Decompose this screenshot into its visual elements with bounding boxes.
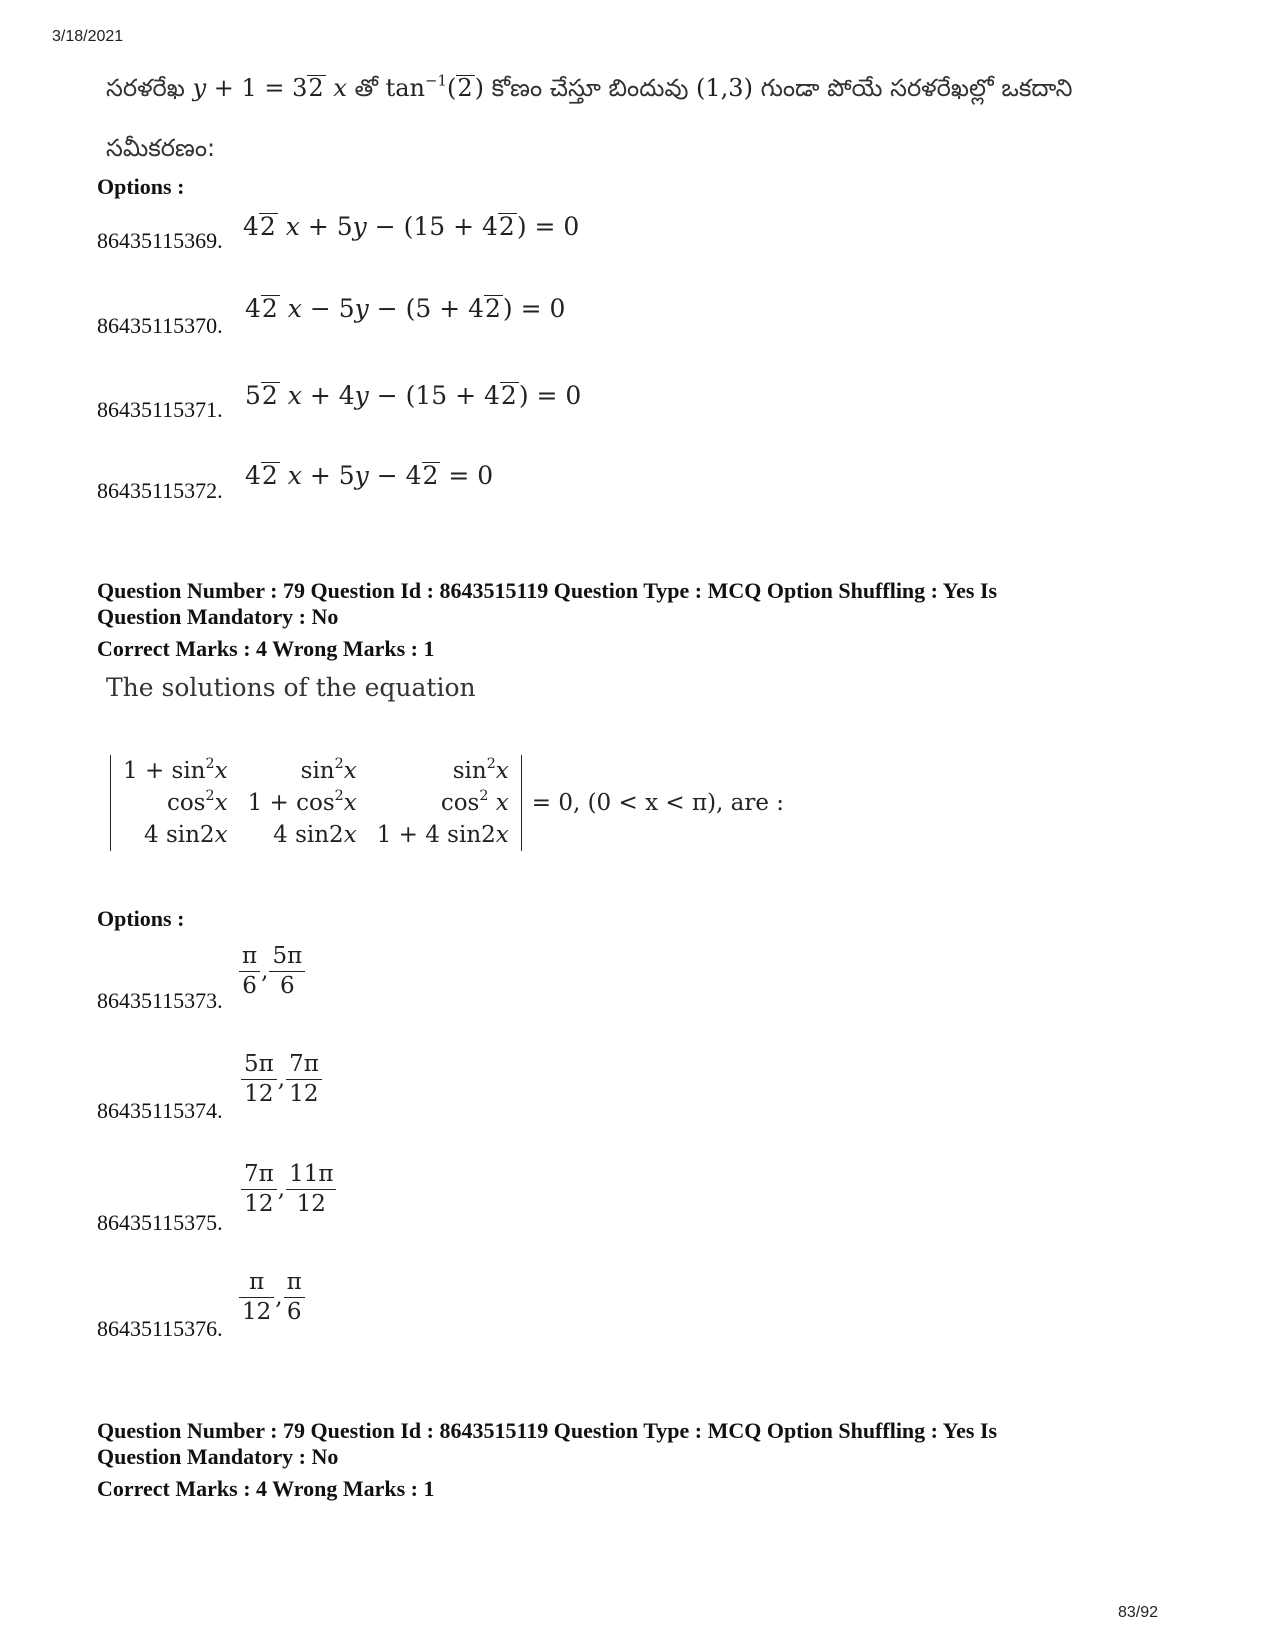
fraction-numerator: π: [284, 1270, 305, 1298]
stem-equation: y + 1 = 32 x: [192, 74, 347, 102]
determinant-condition: = 0, (0 < x < π), are :: [531, 790, 785, 816]
stem-angle: $\tan^{-1}(2)$: [385, 71, 484, 102]
matrix-cell: $\sin^2x$: [452, 756, 509, 784]
fraction-denominator: 6: [242, 973, 257, 1000]
question-stem-line2: సమీకరణం:: [106, 134, 216, 162]
option-expression: 52 x + 4y − (15 + 42) = 0: [245, 381, 582, 410]
stem-point: (1,3): [696, 74, 753, 102]
fraction-numerator: π: [239, 1270, 274, 1298]
matrix-cell: $1 + \sin^2x$: [123, 756, 228, 784]
fraction-numerator: 5π: [269, 944, 305, 972]
option-expression: 42 x + 5y − 42 = 0: [245, 461, 494, 490]
option-expression: $\frac{\pi}{6}$ , $\frac{5\pi}{6}$: [238, 944, 306, 1000]
matrix-cell: $\cos^2 x$: [440, 788, 509, 816]
option-id: 86435115372.: [97, 478, 223, 503]
options-label: Options :: [97, 906, 185, 931]
option-expression: 42 x − 5y − (5 + 42) = 0: [245, 294, 566, 323]
determinant-matrix: [110, 755, 522, 851]
option-id: 86435115369.: [97, 228, 223, 253]
option-expression: $\frac{\pi}{12}$ , $\frac{\pi}{6}$: [238, 1270, 306, 1326]
option-id: 86435115371.: [97, 397, 223, 422]
matrix-cell: $1 + \cos^2x$: [247, 788, 357, 816]
fraction-numerator: 7π: [241, 1162, 277, 1190]
question-mandatory: Question Mandatory : No: [97, 604, 339, 629]
option-id: 86435115370.: [97, 313, 223, 338]
fraction-denominator: 12: [242, 1299, 272, 1326]
print-date: 3/18/2021: [52, 28, 124, 45]
matrix-cell: $\cos^2x$: [166, 788, 228, 816]
fraction-numerator: 7π: [286, 1052, 322, 1080]
question-stem-line1: [106, 71, 1073, 108]
fraction-numerator: 5π: [241, 1052, 277, 1080]
fraction-denominator: 6: [279, 973, 295, 1000]
option-id: 86435115375.: [97, 1210, 223, 1235]
fraction-denominator: 6: [286, 1299, 302, 1326]
question-meta: Question Number : 79 Question Id : 8643515119 Question Type : MCQ Option Shuffling : Yes Is: [97, 578, 998, 603]
question-mandatory: Question Mandatory : No: [97, 1444, 339, 1469]
options-label: Options :: [97, 174, 185, 199]
matrix-cell: 4 sin2x: [144, 822, 228, 848]
fraction-numerator: π: [239, 944, 260, 972]
option-expression: 42 x + 5y − (15 + 42) = 0: [243, 212, 580, 241]
stem-text: సరళరేఖ: [106, 74, 185, 102]
determinant-equation: [110, 755, 784, 851]
stem-text: కోణం చేస్తూ బిందువు: [491, 74, 689, 102]
option-id: 86435115374.: [97, 1098, 223, 1123]
matrix-cell: 4 sin2x: [273, 822, 357, 848]
matrix-cell: 1 + 4 sin2x: [376, 822, 509, 848]
page-number: 83/92: [1118, 1604, 1159, 1621]
question-meta: Question Number : 79 Question Id : 8643515119 Question Type : MCQ Option Shuffling : Yes Is: [97, 1418, 998, 1443]
stem-text: తో: [354, 74, 378, 102]
matrix-cell: $\sin^2x$: [300, 756, 357, 784]
fraction-denominator: 12: [289, 1081, 319, 1108]
fraction-denominator: 12: [296, 1191, 326, 1218]
option-expression: $\frac{5\pi}{12}$ , $\frac{7\pi}{12}$: [240, 1052, 323, 1108]
stem-text: గుండా పోయే సరళరేఖల్లో ఒకదాని: [760, 74, 1073, 102]
fraction-denominator: 12: [244, 1081, 274, 1108]
option-id: 86435115373.: [97, 988, 223, 1013]
question-stem: The solutions of the equation: [106, 673, 476, 702]
fraction-numerator: 11π: [286, 1162, 336, 1190]
option-id: 86435115376.: [97, 1316, 223, 1341]
option-expression: $\frac{7\pi}{12}$ , $\frac{11\pi}{12}$: [240, 1162, 337, 1218]
question-marks: Correct Marks : 4 Wrong Marks : 1: [97, 1476, 435, 1501]
question-marks: Correct Marks : 4 Wrong Marks : 1: [97, 636, 435, 661]
fraction-denominator: 12: [244, 1191, 274, 1218]
